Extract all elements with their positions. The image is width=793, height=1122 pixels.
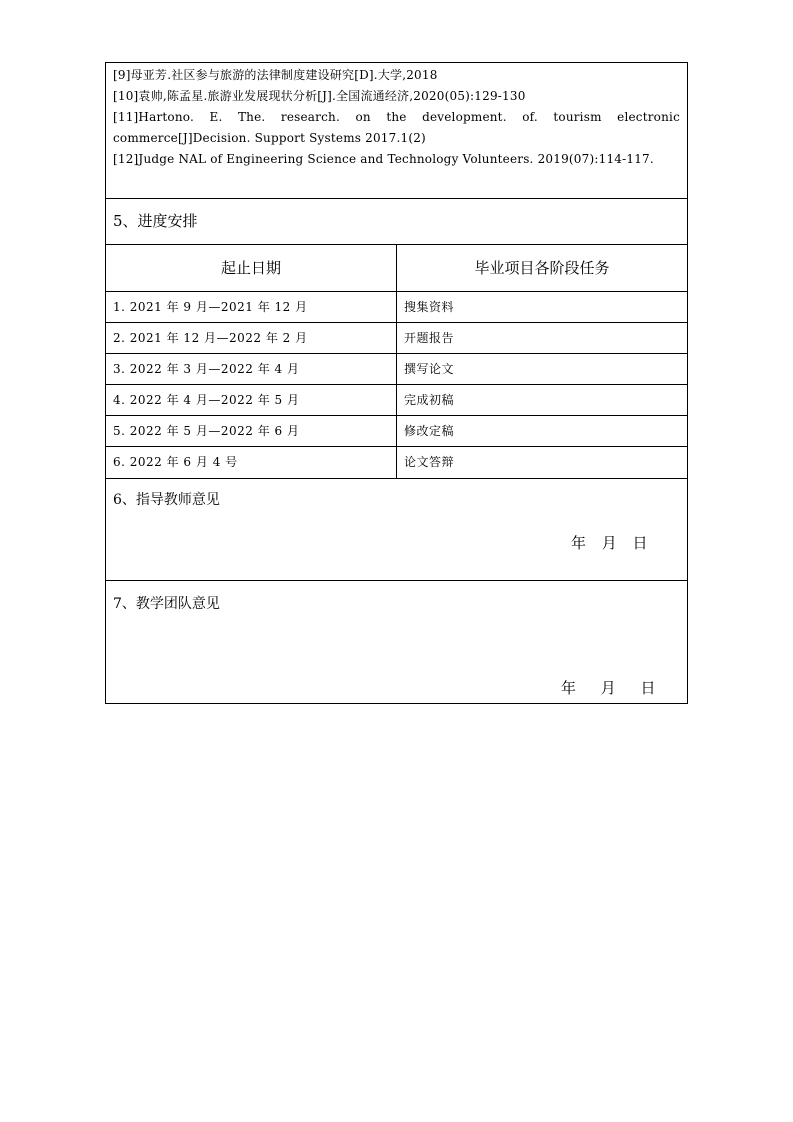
period-cell: 3. 2022 年 3 月—2022 年 4 月 [106,354,397,384]
task-cell: 撰写论文 [404,362,455,376]
period-cell: 6. 2022 年 6 月 4 号 [106,447,397,478]
references-cell [106,63,687,199]
task-cell: 开题报告 [404,331,455,345]
table-row [106,323,687,354]
reference-11-line1: [11]Hartono. E. The. research. on the development. of. tourism electronic [113,110,680,124]
team-opinion-title: 7、教学团队意见 [113,596,220,612]
task-cell: 完成初稿 [404,393,455,407]
table-row [106,416,687,447]
task-cell: 论文答辩 [404,455,455,469]
task-cell: 修改定稿 [404,424,455,438]
table-row [106,385,687,416]
section-5-title: 5、进度安排 [106,199,687,245]
period-cell: 2. 2021 年 12 月—2022 年 2 月 [106,323,397,353]
schedule-header-row [106,245,687,292]
team-date-line: 年 月 日 [561,679,657,697]
reference-12: [12]Judge NAL of Engineering Science and Technology Volunteers. 2019(07):114-117. [113,152,654,166]
advisor-opinion-section [106,479,687,581]
document-table [105,62,688,704]
team-opinion-section [106,581,687,704]
period-cell: 1. 2021 年 9 月—2021 年 12 月 [106,292,397,322]
reference-11-line2: commerce[J]Decision. Support Systems 2017.1(2) [113,131,426,145]
reference-10: [10]袁帅,陈孟星.旅游业发展现状分析[J].全国流通经济,2020(05):129-130 [113,89,526,103]
reference-9: [9]母亚芳.社区参与旅游的法律制度建设研究[D].大学,2018 [113,68,438,82]
header-task: 毕业项目各阶段任务 [474,259,610,277]
table-row [106,292,687,323]
period-cell: 4. 2022 年 4 月—2022 年 5 月 [106,385,397,415]
period-cell: 5. 2022 年 5 月—2022 年 6 月 [106,416,397,446]
table-row [106,354,687,385]
advisor-date-line: 年 月 日 [571,534,649,552]
table-row [106,447,687,479]
header-period: 起止日期 [106,245,397,291]
advisor-opinion-title: 6、指导教师意见 [113,492,220,508]
task-cell: 搜集资料 [404,300,455,314]
